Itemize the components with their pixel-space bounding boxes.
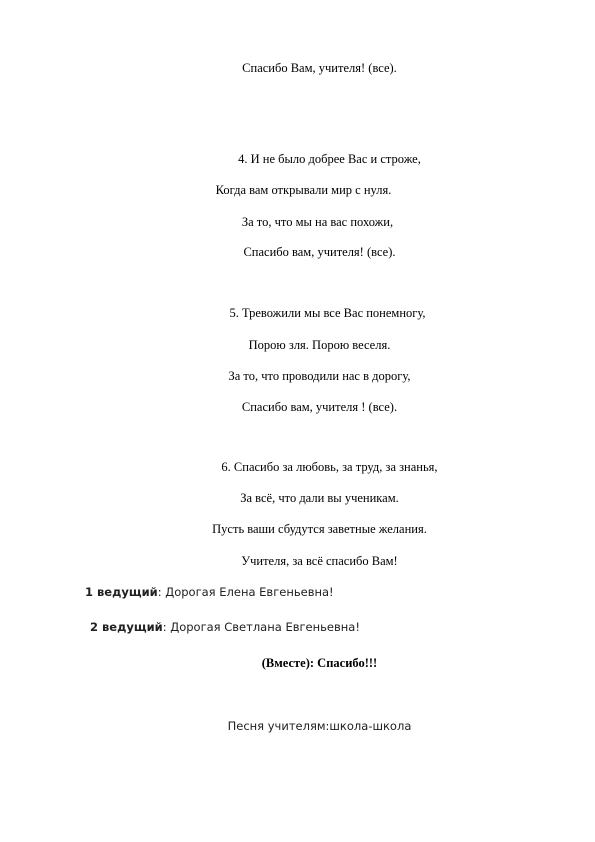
host-1-line — [85, 587, 334, 599]
stanza-4-line-4: Спасибо вам, учителя! (все). — [243, 245, 396, 259]
stanza-line: Спасибо Вам, учителя! (все). — [242, 61, 397, 75]
together-line: (Вместе): Спасибо!!! — [261, 656, 378, 670]
stanza-4-line-1: 4. И не было добрее Вас и строже, — [238, 152, 421, 166]
host-1-label: 1 ведущий — [85, 585, 158, 599]
host-2-line — [90, 622, 360, 634]
host-2-label: 2 ведущий — [90, 620, 163, 634]
song-title: Песня учителям:школа-школа — [227, 719, 412, 733]
stanza-6-line-3: Пусть ваши сбудутся заветные желания. — [212, 522, 427, 536]
stanza-4-line-2: Когда вам открывали мир с нуля. — [215, 183, 392, 197]
stanza-6-line-2: За всё, что дали вы ученикам. — [240, 491, 399, 505]
host-2-text: : Дорогая Светлана Евгеньевна! — [162, 620, 360, 634]
stanza-4-line-3: За то, что мы на вас похожи, — [241, 215, 394, 229]
stanza-6-line-4: Учителя, за всё спасибо Вам! — [241, 554, 398, 568]
stanza-6-line-1: 6. Спасибо за любовь, за труд, за знанья, — [221, 460, 438, 474]
stanza-5-line-2: Порою зля. Порою веселя. — [248, 338, 391, 352]
host-1-text: : Дорогая Елена Евгеньевна! — [157, 585, 334, 599]
stanza-5-line-1: 5. Тревожили мы все Вас понемногу, — [229, 306, 426, 320]
stanza-5-line-3: За то, что проводили нас в дорогу, — [228, 369, 411, 383]
stanza-5-line-4: Спасибо вам, учителя ! (все). — [241, 400, 398, 414]
